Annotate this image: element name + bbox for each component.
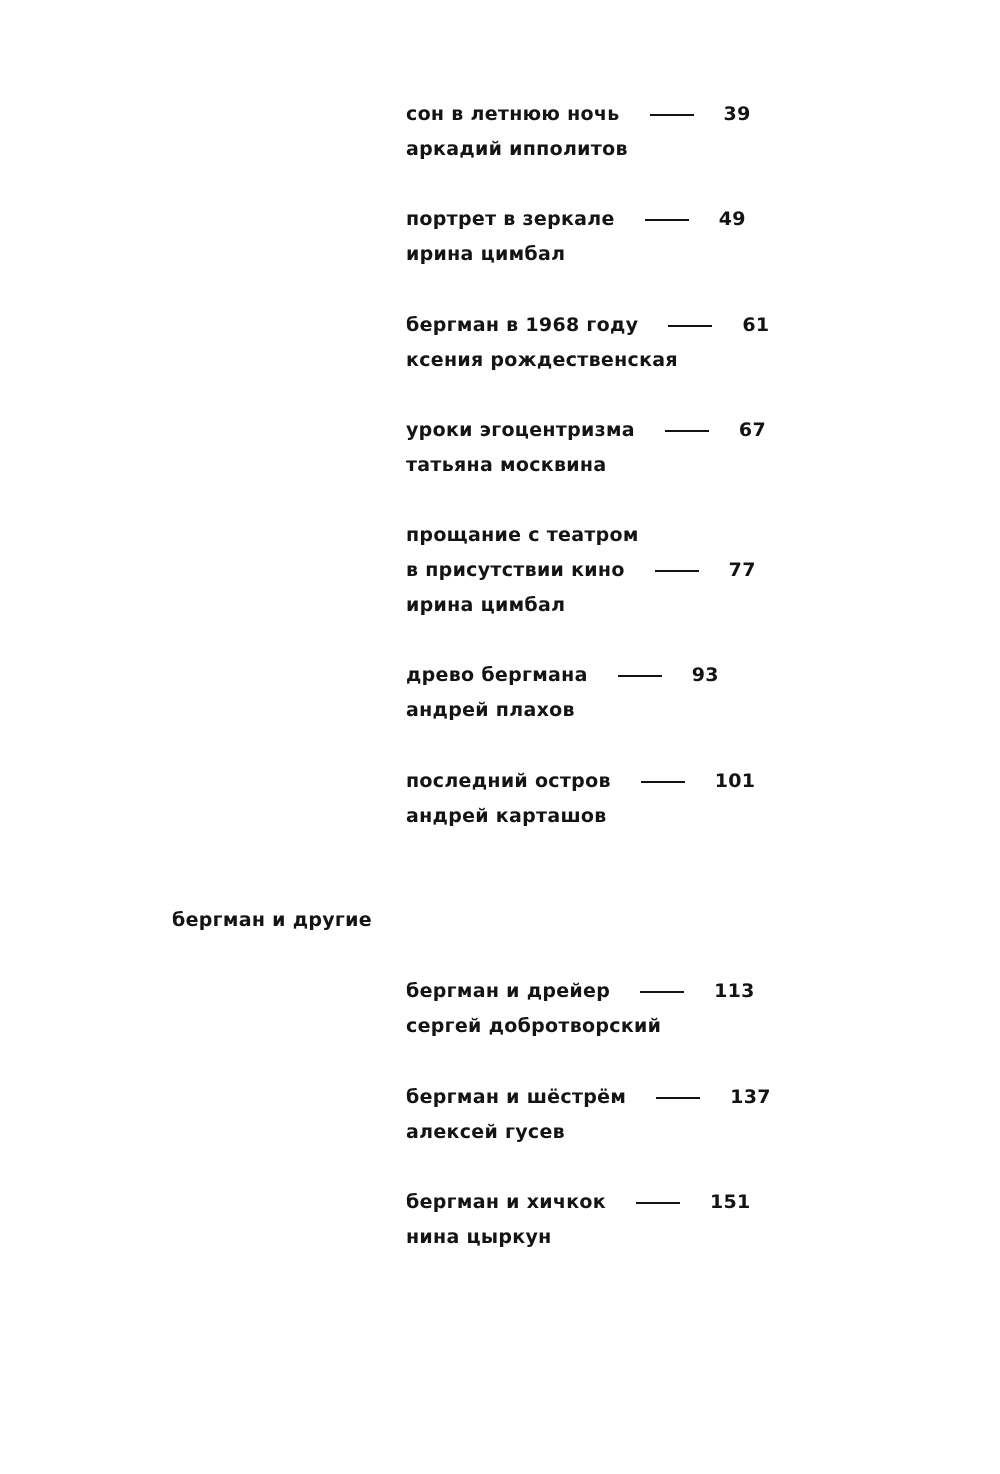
toc-title-line <box>406 553 756 588</box>
toc-title-line <box>406 658 719 693</box>
em-dash-divider <box>641 781 685 783</box>
em-dash-divider <box>645 219 689 221</box>
toc-title-line <box>406 97 751 132</box>
toc-title: бергман в 1968 году <box>406 314 639 336</box>
toc-page-number: 49 <box>718 208 746 230</box>
toc-author: андрей плахов <box>406 699 575 721</box>
toc-author: алексей гусев <box>406 1121 565 1143</box>
toc-page-number: 61 <box>742 314 770 336</box>
toc-title: в присутствии кино <box>406 559 625 581</box>
toc-title: сон в летнюю ночь <box>406 103 620 125</box>
toc-title: последний остров <box>406 770 611 792</box>
toc-author: татьяна москвина <box>406 454 607 476</box>
toc-author: нина цыркун <box>406 1226 552 1248</box>
toc-page-number: 137 <box>730 1086 771 1108</box>
em-dash-divider <box>618 675 662 677</box>
toc-page-number: 77 <box>728 559 756 581</box>
toc-title-line <box>406 308 769 343</box>
toc-author: ксения рождественская <box>406 349 678 371</box>
toc-page-number: 39 <box>723 103 751 125</box>
toc-title: уроки эгоцентризма <box>406 419 635 441</box>
toc-author: сергей добротворский <box>406 1015 662 1037</box>
em-dash-divider <box>656 1097 700 1099</box>
toc-entry <box>406 974 755 1044</box>
em-dash-divider <box>636 1202 680 1204</box>
toc-author: ирина цимбал <box>406 243 566 265</box>
toc-entry <box>406 764 755 834</box>
toc-page-number: 113 <box>714 980 755 1002</box>
toc-title: древо бергмана <box>406 664 588 686</box>
toc-title: бергман и дрейер <box>406 980 611 1002</box>
toc-entry <box>406 97 751 167</box>
toc-page-number: 151 <box>709 1191 751 1213</box>
toc-title-line <box>406 202 746 237</box>
toc-title-line <box>406 974 755 1009</box>
toc-page-number: 101 <box>714 770 756 792</box>
toc-title: бергман и хичкок <box>406 1191 606 1213</box>
toc-title: прощание с театром <box>406 524 639 546</box>
em-dash-divider <box>668 325 712 327</box>
em-dash-divider <box>640 991 684 993</box>
toc-entry <box>406 413 766 483</box>
em-dash-divider <box>665 430 709 432</box>
toc-title-line <box>406 1185 751 1220</box>
toc-author: ирина цимбал <box>406 594 566 616</box>
toc-entry <box>406 308 769 378</box>
toc-entry <box>406 518 756 623</box>
toc-title-line <box>406 764 755 799</box>
section-heading: бергман и другие <box>172 909 372 931</box>
toc-page-number: 93 <box>691 664 719 686</box>
toc-author: андрей карташов <box>406 805 607 827</box>
toc-title-line <box>406 518 756 553</box>
toc-author: аркадий ипполитов <box>406 138 628 160</box>
toc-page-number: 67 <box>738 419 766 441</box>
toc-entry <box>406 658 719 728</box>
toc-entry <box>406 1185 751 1255</box>
toc-title-line <box>406 1080 771 1115</box>
em-dash-divider <box>650 114 694 116</box>
toc-title: бергман и шёстрём <box>406 1086 627 1108</box>
toc-title: портрет в зеркале <box>406 208 615 230</box>
toc-entry <box>406 202 746 272</box>
toc-entry <box>406 1080 771 1150</box>
em-dash-divider <box>655 570 699 572</box>
toc-title-line <box>406 413 766 448</box>
